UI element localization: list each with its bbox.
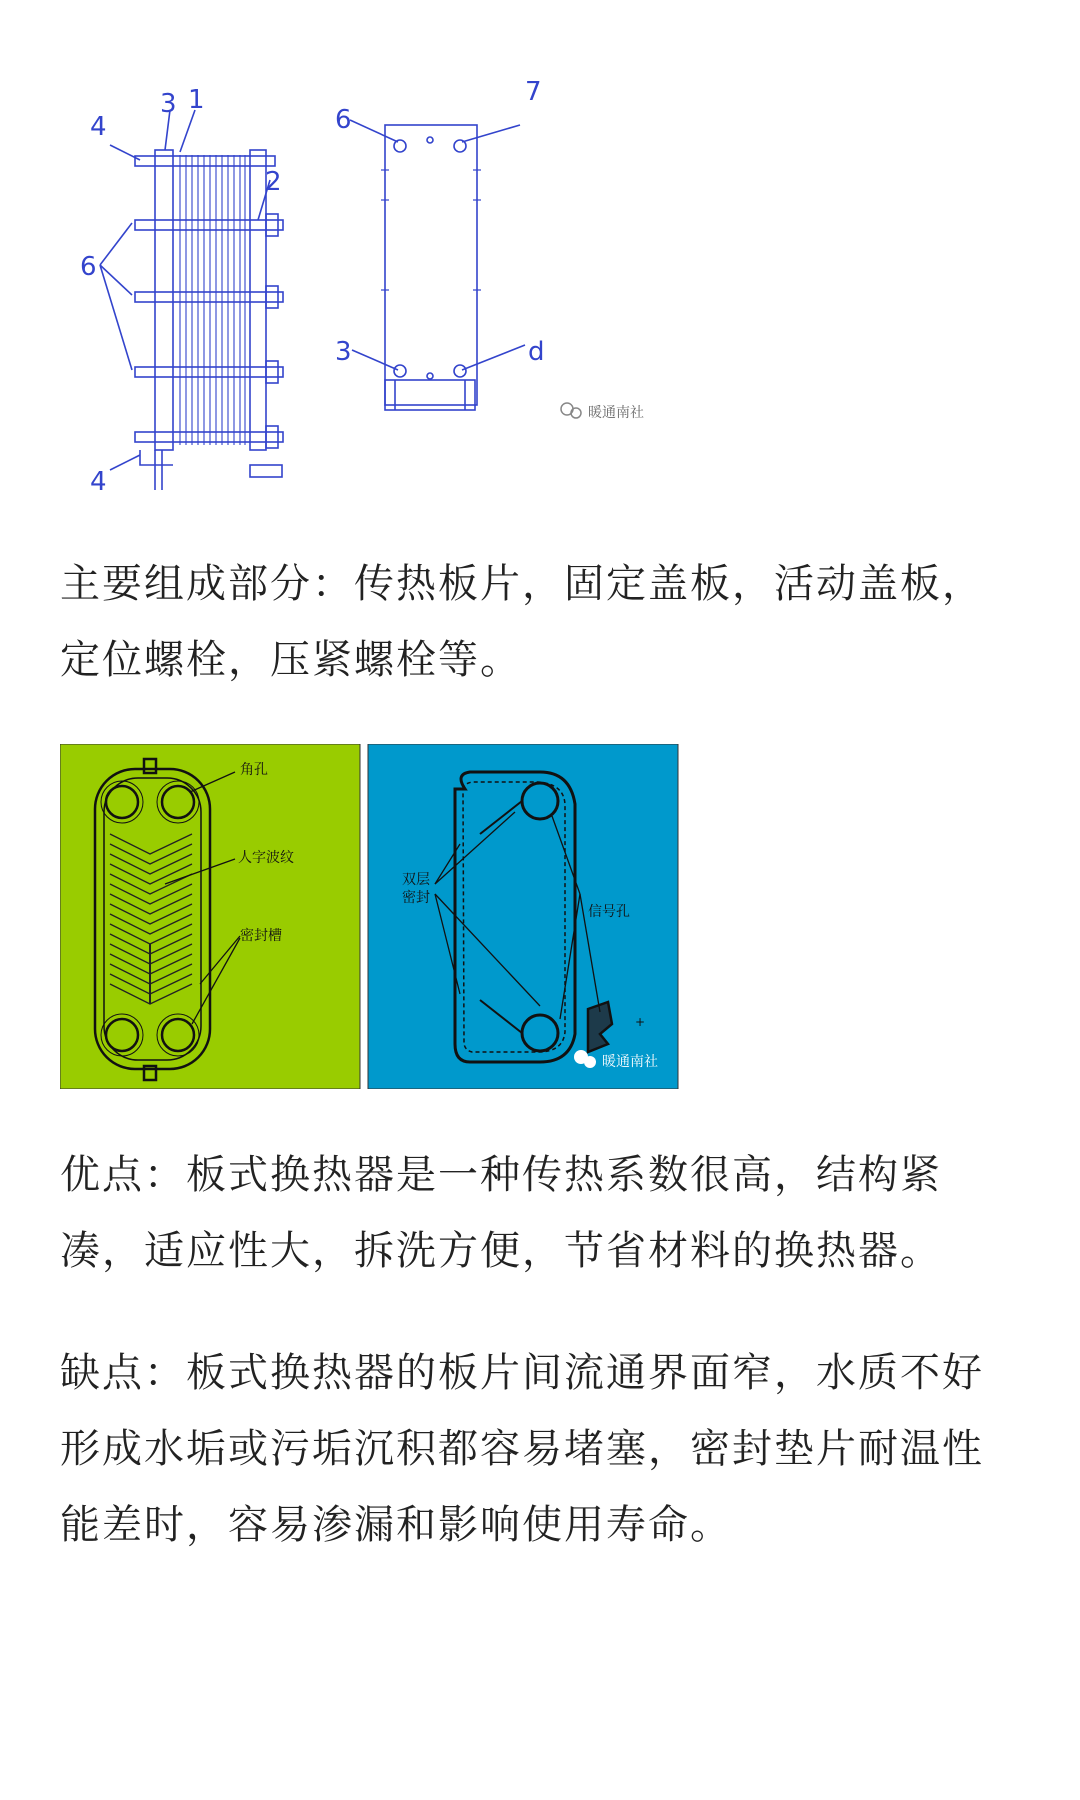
label-corner-hole: 角孔 [240, 762, 268, 778]
callout-right-6: 6 [335, 105, 352, 135]
label-herringbone: 人字波纹 [238, 850, 294, 866]
paragraph-advantages: 优点：板式换热器是一种传热系数很高，结构紧凑，适应性大，拆洗方便，节省材料的换热器。 [60, 1152, 942, 1274]
label-seal-groove: 密封槽 [240, 928, 282, 944]
callout-right-3: 3 [335, 337, 352, 367]
plate-illustrations [60, 744, 680, 1089]
paragraph-disadvantages: 缺点：板式换热器的板片间流通界面窄，水质不好形成水垢或污垢沉积都容易堵塞，密封垫片耐温性能差时，容易渗漏和影响使用寿命。 [60, 1350, 984, 1548]
watermark-text: 暖通南社 [588, 405, 644, 421]
callout-right-d: d [528, 337, 545, 367]
callout-left-4-bottom: 4 [90, 467, 107, 497]
label-double-layer: 双层 [402, 872, 430, 888]
label-seal: 密封 [402, 890, 430, 906]
callout-left-3: 3 [160, 89, 177, 119]
paragraph-components: 主要组成部分：传热板片，固定盖板，活动盖板，定位螺栓，压紧螺栓等。 [60, 561, 984, 683]
plus-mark: + [635, 1015, 646, 1029]
heat-exchanger-drawing [80, 80, 680, 500]
callout-left-1: 1 [188, 85, 205, 115]
callout-right-7: 7 [525, 80, 542, 107]
callout-left-2: 2 [265, 167, 282, 197]
watermark-text-blue: 暖通南社 [602, 1054, 658, 1070]
watermark-logo [561, 403, 644, 421]
label-signal-hole: 信号孔 [588, 904, 630, 920]
callout-left-4-top: 4 [90, 112, 107, 142]
callout-left-6: 6 [80, 252, 97, 282]
